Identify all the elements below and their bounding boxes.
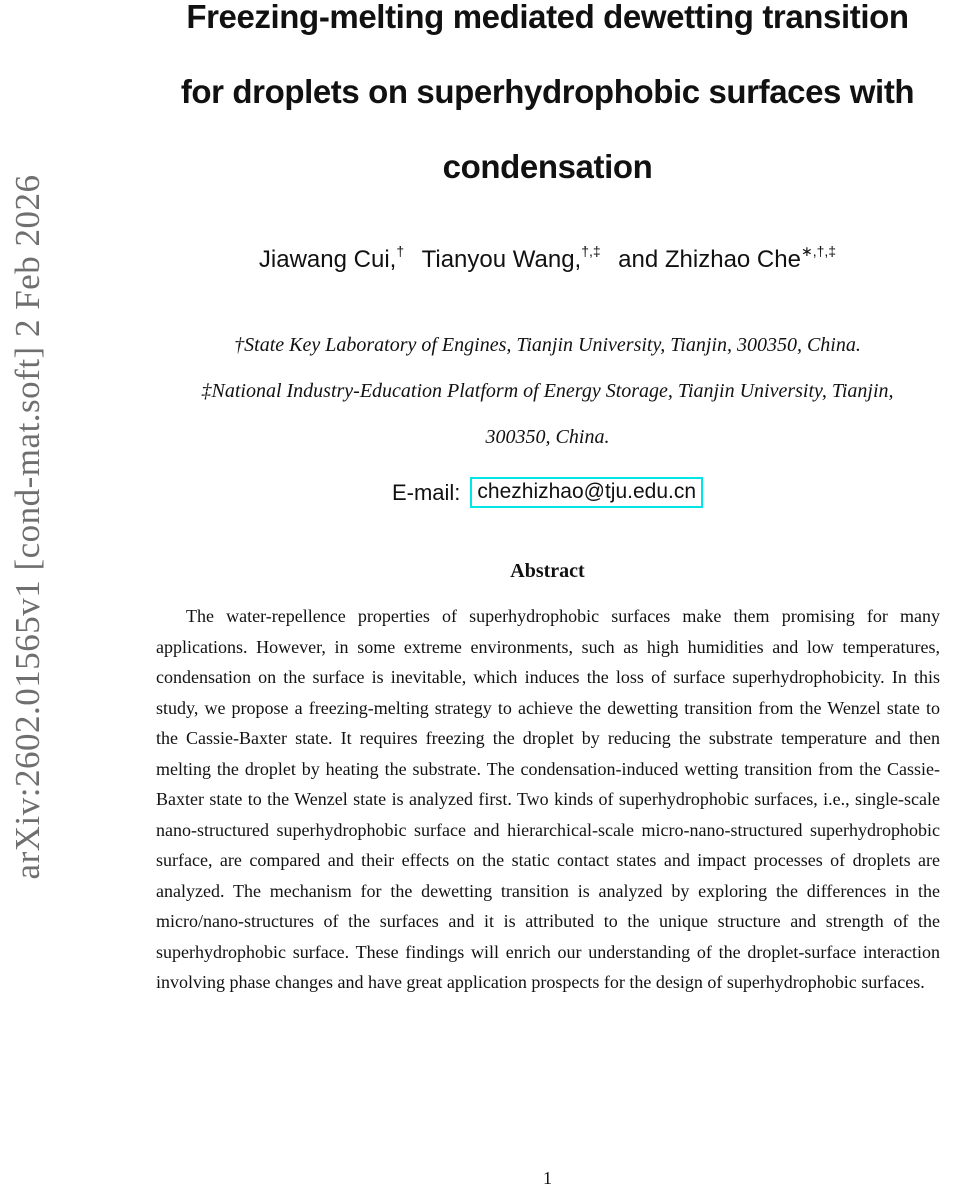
author-name-text: and Zhizhao Che <box>618 246 801 273</box>
author-affiliation-marker: †,‡ <box>581 243 601 259</box>
arxiv-watermark: arXiv:2602.01565v1 [cond-mat.soft] 2 Feb 2026 <box>8 174 47 880</box>
affiliations <box>120 322 975 460</box>
abstract-text: The water-repellence properties of superhydrophobic surfaces make them promising for many applications. However, in some extreme environments, such as high humidities and low temperatures, condensation on the surface is inevitable, which induces the loss of surface superhydrophobicity. In this study, we propose a freezing-melting strategy to achieve the dewetting transition from the Wenzel state to the Cassie-Baxter state. It requires freezing the droplet by reducing the substrate temperature and then melting the droplet by heating the substrate. The condensation-induced wetting transition from the Cassie-Baxter state to the Wenzel state is analyzed first. Two kinds of superhydrophobic surfaces, i.e., single-scale nano-structured superhydrophobic surface and hierarchical-scale micro-nano-structured superhydrophobic surface, are compared and their effects on the static contact states and impact processes of droplets are analyzed. The mechanism for the dewetting transition is analyzed by exploring the differences in the micro/nano-structures of the surfaces and it is attributed to the unique structure and strength of the superhydrophobic surface. These findings will enrich our understanding of the droplet-surface interaction involving phase changes and have great application prospects for the design of superhydrophobic surfaces. <box>156 606 940 992</box>
author-name <box>421 243 601 273</box>
author-affiliation-marker: † <box>396 243 405 259</box>
author-affiliation-marker: ∗,†,‡ <box>800 243 837 259</box>
paper-title <box>120 0 975 204</box>
page-number: 1 <box>543 1168 552 1188</box>
email-row <box>120 477 975 508</box>
abstract-heading: Abstract <box>510 560 585 582</box>
author-line <box>120 243 975 274</box>
author-name-text: Tianyou Wang, <box>421 246 582 273</box>
email-link[interactable]: chezhizhao@tju.edu.cn <box>470 477 703 508</box>
author-name-text: Jiawang Cui, <box>258 246 397 273</box>
author-name <box>258 243 405 273</box>
affiliation-line: †State Key Laboratory of Engines, Tianjin University, Tianjin, 300350, China. <box>234 334 861 356</box>
title-line: for droplets on superhydrophobic surfaces with <box>180 73 915 110</box>
title-line: Freezing-melting mediated dewetting transition <box>186 0 909 35</box>
author-name <box>618 243 837 273</box>
affiliation-line: 300350, China. <box>485 426 610 448</box>
email-label: E-mail: <box>391 479 461 505</box>
affiliation-line: ‡National Industry-Education Platform of Energy Storage, Tianjin University, Tianjin, <box>201 380 894 402</box>
title-line: condensation <box>442 148 653 185</box>
paper-content <box>120 0 975 1200</box>
